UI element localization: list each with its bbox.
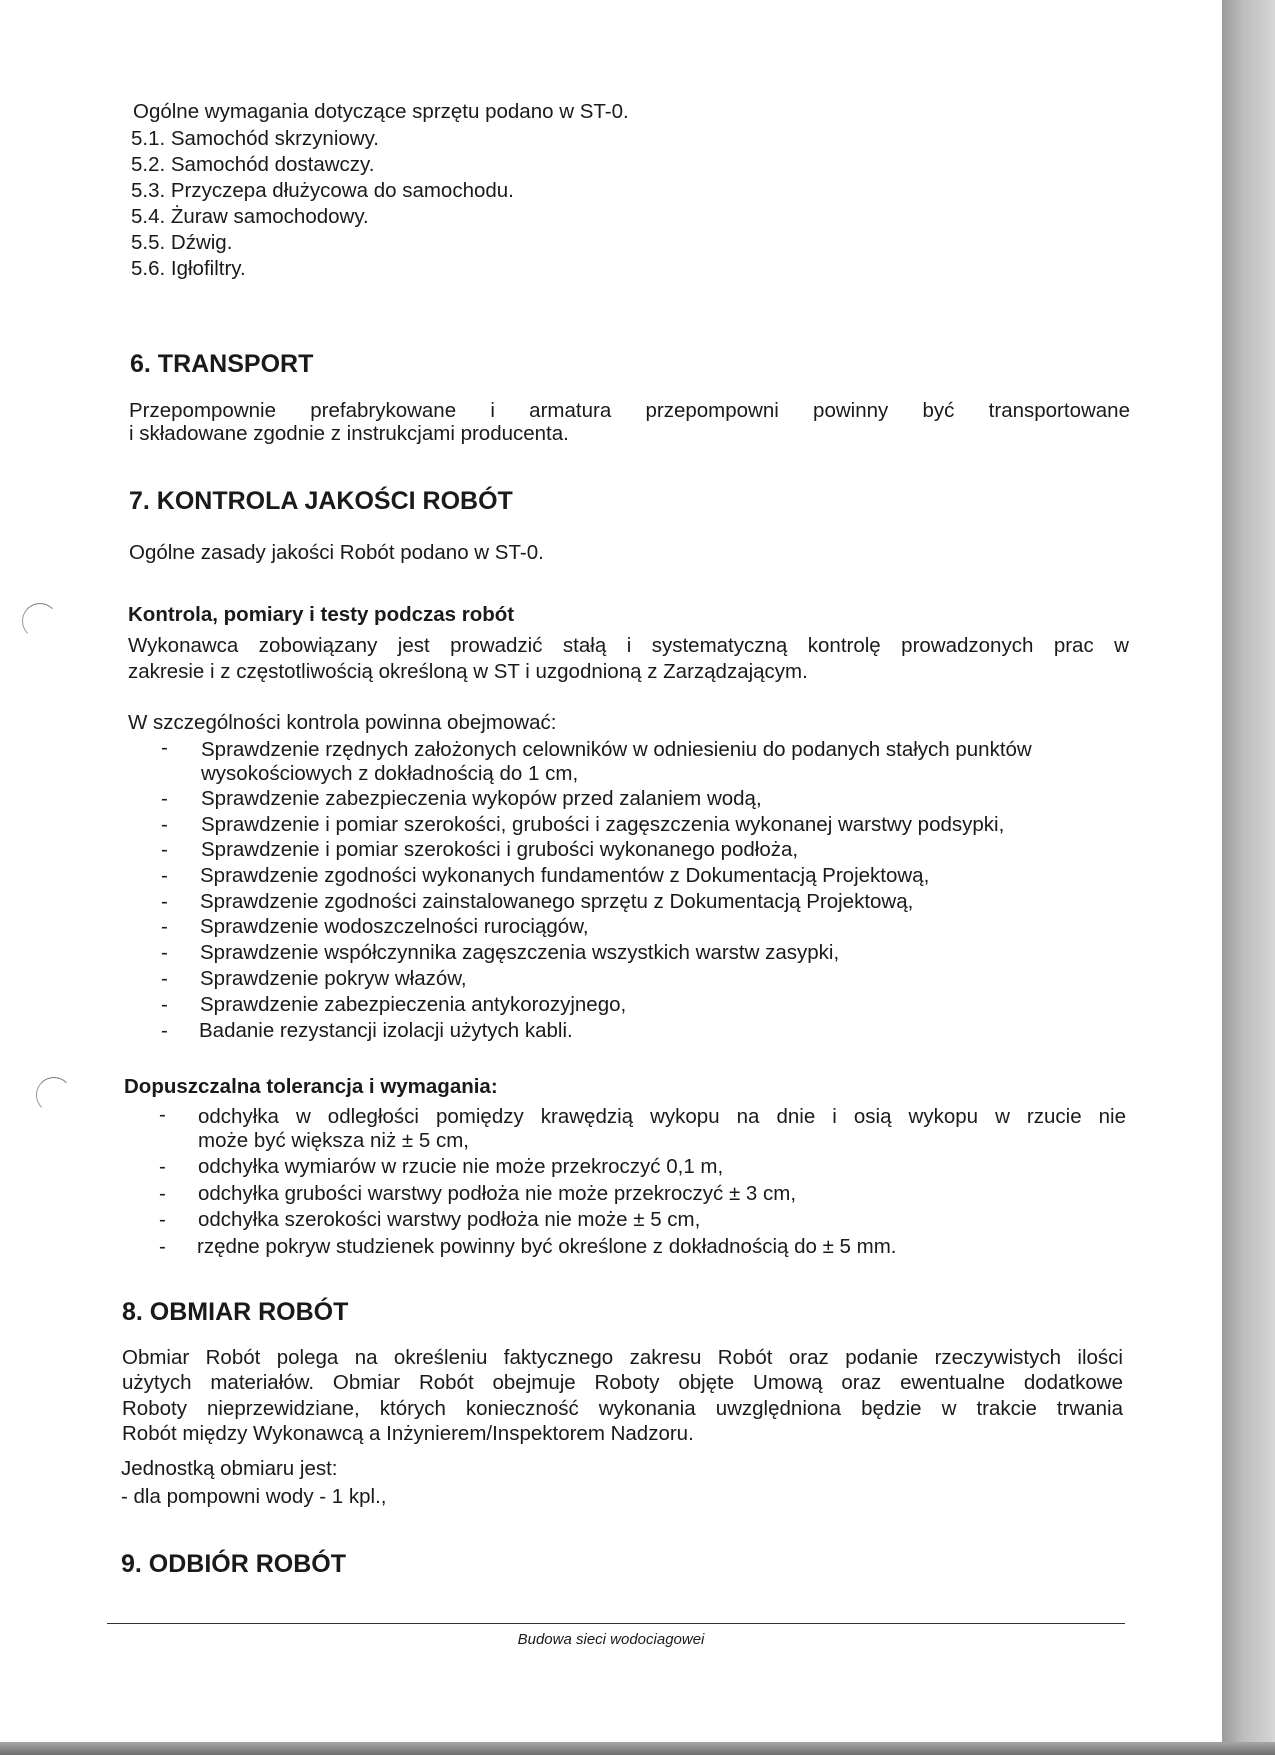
- list-dash: -: [159, 1235, 166, 1258]
- list-dash: -: [159, 1208, 166, 1231]
- footer-rule: [107, 1623, 1125, 1624]
- check-item: Sprawdzenie pokryw włazów,: [200, 967, 467, 990]
- section-7-paragraph: zakresie i z częstotliwością określoną w ST i uzgodnioną z Zarządzającym.: [128, 660, 808, 683]
- checks-intro: W szczególności kontrola powinna obejmować:: [128, 711, 557, 734]
- section-9-heading: 9. ODBIÓR ROBÓT: [121, 1550, 347, 1578]
- equipment-item: 5.6. Igłofiltry.: [131, 257, 246, 280]
- check-item: Sprawdzenie zabezpieczenia wykopów przed zalaniem wodą,: [201, 787, 762, 810]
- list-dash: -: [161, 864, 168, 887]
- check-item: Sprawdzenie zgodności wykonanych fundamentów z Dokumentacją Projektową,: [200, 864, 930, 887]
- list-dash: -: [159, 1103, 166, 1126]
- equipment-item: 5.4. Żuraw samochodowy.: [131, 205, 369, 228]
- equipment-item: 5.3. Przyczepa dłużycowa do samochodu.: [131, 179, 514, 202]
- check-item: Badanie rezystancji izolacji użytych kabli.: [199, 1019, 573, 1042]
- list-dash: -: [161, 787, 168, 810]
- check-item: Sprawdzenie i pomiar szerokości, grubości i zagęszczenia wykonanej warstwy podsypki,: [201, 813, 1005, 836]
- list-dash: -: [161, 993, 168, 1016]
- section-8-heading: 8. OBMIAR ROBÓT: [122, 1298, 349, 1326]
- section-8-text: Obmiar Robót polega na określeniu faktycznego zakresu Robót oraz podanie rzeczywistych ilości: [122, 1346, 1123, 1369]
- equipment-item: 5.5. Dźwig.: [131, 231, 233, 254]
- tolerance-subheading: Dopuszczalna tolerancja i wymagania:: [124, 1075, 498, 1098]
- check-item: Sprawdzenie i pomiar szerokości i grubości wykonanego podłoża,: [201, 838, 799, 861]
- section-6-text: Przepompownie prefabrykowane i armatura przepompowni powinny być transportowane: [129, 399, 1130, 422]
- unit-intro: Jednostką obmiaru jest:: [121, 1457, 338, 1480]
- check-item: Sprawdzenie współczynnika zagęszczenia wszystkich warstw zasypki,: [200, 941, 840, 964]
- section-7-intro: Ogólne zasady jakości Robót podano w ST-0.: [129, 541, 544, 564]
- list-dash: -: [161, 915, 168, 938]
- check-item: Sprawdzenie zabezpieczenia antykorozyjnego,: [200, 993, 627, 1016]
- scan-edge-right: [1222, 0, 1275, 1755]
- tolerance-item: odchyłka wymiarów w rzucie nie może przekroczyć 0,1 m,: [198, 1155, 724, 1178]
- list-dash: -: [159, 1182, 166, 1205]
- list-dash: -: [161, 967, 168, 990]
- tolerance-item: odchyłka szerokości warstwy podłoża nie może ± 5 cm,: [198, 1208, 701, 1231]
- equipment-item: 5.1. Samochód skrzyniowy.: [131, 127, 380, 150]
- list-dash: -: [159, 1155, 166, 1178]
- list-dash: -: [161, 1019, 168, 1042]
- equipment-item: 5.2. Samochód dostawczy.: [131, 153, 375, 176]
- section-7-heading: 7. KONTROLA JAKOŚCI ROBÓT: [129, 487, 513, 515]
- list-dash: -: [161, 941, 168, 964]
- section-7-subheading: Kontrola, pomiary i testy podczas robót: [128, 603, 515, 626]
- footer-text: Budowa sieci wodociagowei: [517, 1631, 705, 1648]
- section-6-text: i składowane zgodnie z instrukcjami producenta.: [129, 422, 569, 445]
- check-item: Sprawdzenie zgodności zainstalowanego sprzętu z Dokumentacją Projektową,: [200, 890, 914, 913]
- check-item: Sprawdzenie wodoszczelności rurociągów,: [200, 915, 589, 938]
- equipment-intro: Ogólne wymagania dotyczące sprzętu podano w ST-0.: [133, 100, 629, 123]
- tolerance-item: rzędne pokryw studzienek powinny być określone z dokładnością do ± 5 mm.: [197, 1235, 897, 1258]
- tolerance-item-continuation: może być większa niż ± 5 cm,: [198, 1129, 469, 1152]
- list-dash: -: [161, 890, 168, 913]
- tolerance-item: odchyłka w odległości pomiędzy krawędzią wykopu na dnie i osią wykopu w rzucie nie: [198, 1105, 1126, 1128]
- section-7-paragraph: Wykonawca zobowiązany jest prowadzić stałą i systematyczną kontrolę prowadzonych prac w: [128, 634, 1129, 657]
- list-dash: -: [161, 838, 168, 861]
- section-8-text: Roboty nieprzewidziane, których konieczność wykonania uwzględniona będzie w trakcie trwania: [122, 1397, 1123, 1420]
- section-6-heading: 6. TRANSPORT: [130, 350, 314, 378]
- unit-item: - dla pompowni wody - 1 kpl.,: [121, 1485, 387, 1508]
- scan-edge-bottom: [0, 1742, 1275, 1755]
- check-item: Sprawdzenie rzędnych założonych celowników w odniesieniu do podanych stałych punktów: [201, 738, 1032, 761]
- tolerance-item: odchyłka grubości warstwy podłoża nie może przekroczyć ± 3 cm,: [198, 1182, 797, 1205]
- section-8-text: Robót między Wykonawcą a Inżynierem/Inspektorem Nadzoru.: [122, 1422, 694, 1445]
- list-dash: -: [161, 736, 168, 759]
- section-8-text: użytych materiałów. Obmiar Robót obejmuje Roboty objęte Umową oraz ewentualne dodatkowe: [122, 1371, 1123, 1394]
- list-dash: -: [161, 813, 168, 836]
- check-item-continuation: wysokościowych z dokładnością do 1 cm,: [201, 762, 579, 785]
